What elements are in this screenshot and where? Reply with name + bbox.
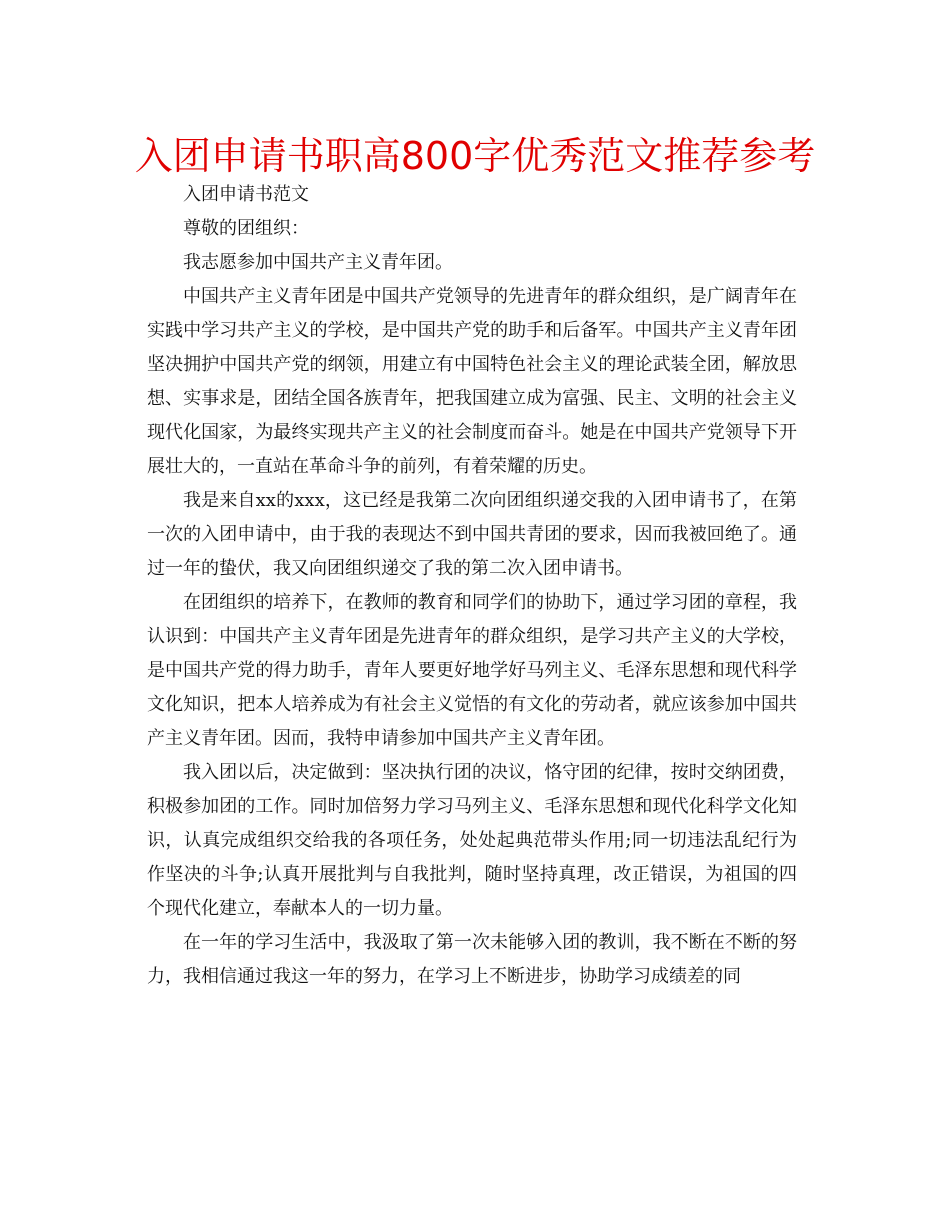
body-paragraph: 在团组织的培养下，在教师的教育和同学们的协助下，通过学习团的章程，我认识到：中国共产主义青年团是先进青年的群众组织，是学习共产主义的大学校，是中国共产党的得力助手，青年人要更好地学好马列主义、毛泽东思想和现代科学文化知识，把本人培养成为有社会主义觉悟的有文化的劳动者，就应该参加中国共产主义青年团。因而，我特申请参加中国共产主义青年团。 bbox=[147, 592, 797, 749]
body-paragraph: 尊敬的团组织： bbox=[183, 218, 309, 239]
body-paragraph: 我入团以后，决定做到：坚决执行团的决议，恪守团的纪律，按时交纳团费，积极参加团的工作。同时加倍努力学习马列主义、毛泽东思想和现代化科学文化知识，认真完成组织交给我的各项任务，处处起典范带头作用;同一切违法乱纪行为作坚决的斗争;认真开展批判与自我批判，随时坚持真理，改正错误，为祖国的四个现代化建立，奉献本人的一切力量。 bbox=[147, 762, 797, 919]
document-body bbox=[147, 178, 797, 994]
body-paragraph: 中国共产主义青年团是中国共产党领导的先进青年的群众组织，是广阔青年在实践中学习共产主义的学校，是中国共产党的助手和后备军。中国共产主义青年团坚决拥护中国共产党的纲领，用建立有中国特色社会主义的理论武装全团，解放思想、实事求是，团结全国各族青年，把我国建立成为富强、民主、文明的社会主义现代化国家，为最终实现共产主义的社会制度而奋斗。她是在中国共产党领导下开展壮大的，一直站在革命斗争的前列，有着荣耀的历史。 bbox=[147, 286, 797, 477]
body-paragraph: 在一年的学习生活中，我汲取了第一次未能够入团的教训，我不断在不断的努力，我相信通过我这一年的努力，在学习上不断进步，协助学习成绩差的同 bbox=[147, 932, 797, 987]
body-paragraph: 我是来自xx的xxx，这已经是我第二次向团组织递交我的入团申请书了，在第一次的入团申请中，由于我的表现达不到中国共青团的要求，因而我被回绝了。通过一年的蛰伏，我又向团组织递交了我的第二次入团申请书。 bbox=[147, 490, 797, 579]
body-paragraph: 入团申请书范文 bbox=[183, 184, 309, 205]
document-title: 入团申请书职高800字优秀范文推荐参考 bbox=[134, 134, 816, 178]
body-paragraph: 我志愿参加中国共产主义青年团。 bbox=[183, 252, 453, 273]
